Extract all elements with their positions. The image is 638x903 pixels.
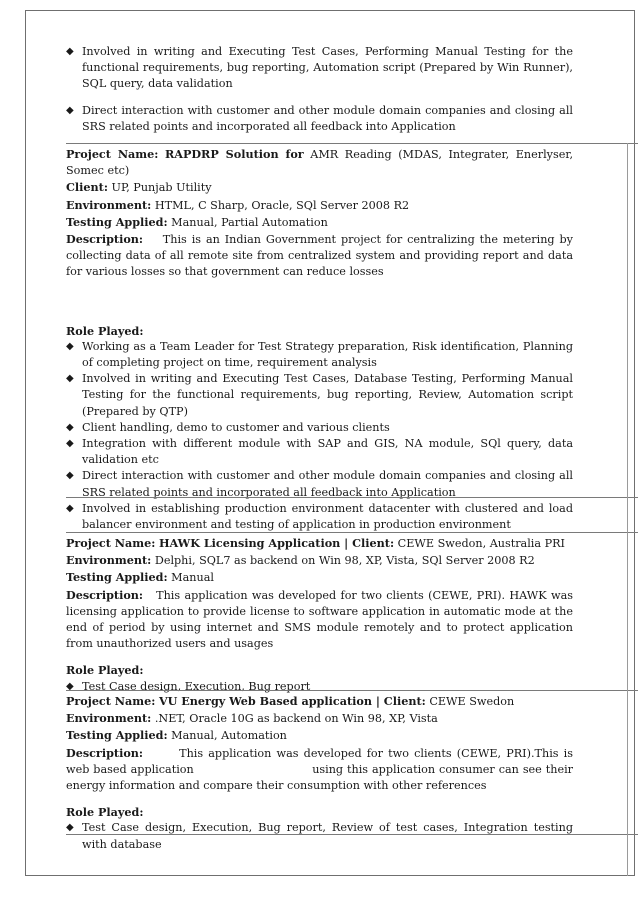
project-hawk bbox=[66, 535, 573, 695]
column-rule bbox=[627, 532, 628, 690]
continued-bullet-list bbox=[66, 44, 573, 135]
section-divider bbox=[66, 690, 638, 691]
diamond-bullet-icon: ◆ bbox=[66, 340, 74, 352]
diamond-bullet-icon: ◆ bbox=[66, 822, 74, 834]
section-divider bbox=[66, 497, 638, 498]
role-played-heading: Role Played: bbox=[66, 663, 144, 678]
diamond-bullet-icon: ◆ bbox=[66, 421, 74, 433]
list-item: ◆ Involved in establishing production environment datacenter with clustered and load balancer environment and testing of application in production environment bbox=[66, 501, 573, 532]
testing-line: Testing Applied: Manual, Partial Automation bbox=[66, 214, 328, 229]
column-rule bbox=[627, 497, 628, 533]
client-line: Client: UP, Punjab Utility bbox=[66, 180, 212, 195]
role-played-heading: Role Played: bbox=[66, 805, 144, 820]
environment-line: Environment: HTML, C Sharp, Oracle, SQl Server 2008 R2 bbox=[66, 197, 410, 212]
description-paragraph: Description: This application was developed for two clients (CEWE, PRI).This is web based application using this application consumer can see their energy information and compare their consumption with other references bbox=[66, 745, 577, 793]
project-rapdrp bbox=[66, 146, 573, 533]
list-item: ◆ Integration with different module with SAP and GIS, NA module, SQl query, data validation etc bbox=[66, 437, 573, 467]
list-item: ◆ Direct interaction with customer and other module domain companies and closing all SRS related points and incorporated all feedback into Application bbox=[66, 103, 573, 133]
testing-line: Testing Applied: Manual, Automation bbox=[66, 728, 287, 743]
project-name-line: Project Name: RAPDRP Solution for AMR Reading (MDAS, Integrater, Enerlyser, Somec etc) bbox=[66, 147, 574, 178]
column-rule bbox=[627, 690, 628, 834]
list-item: ◆ Direct interaction with customer and other module domain companies and closing all SRS related points and incorporated all feedback into Application bbox=[66, 469, 573, 499]
project-vu-energy bbox=[66, 693, 577, 853]
diamond-bullet-icon: ◆ bbox=[66, 470, 74, 482]
environment-line: Environment: Delphi, SQL7 as backend on Win 98, XP, Vista, SQl Server 2008 R2 bbox=[66, 553, 535, 568]
role-list bbox=[66, 820, 573, 852]
list-item: ◆ Test Case design, Execution, Bug report, Review of test cases, Integration testing with database bbox=[66, 821, 573, 851]
testing-line: Testing Applied: Manual bbox=[66, 570, 214, 585]
section-divider bbox=[66, 532, 638, 533]
list-item: ◆ Working as a Team Leader for Test Strategy preparation, Risk identification, Planning of completing project on time, requirement analysis bbox=[66, 339, 573, 370]
diamond-bullet-icon: ◆ bbox=[66, 46, 74, 57]
column-rule bbox=[627, 143, 628, 499]
diamond-bullet-icon: ◆ bbox=[66, 680, 74, 692]
project-name-line: Project Name: HAWK Licensing Application | Client: CEWE Swedon, Australia PRI bbox=[66, 536, 565, 550]
list-item: ◆ Involved in writing and Executing Test Cases, Performing Manual Testing for the functional requirements, bug reporting, Automation script (Prepared by Win Runner), SQL query, data validation bbox=[66, 45, 573, 91]
section-divider bbox=[66, 143, 638, 144]
continued-section bbox=[66, 44, 573, 135]
description-paragraph: Description: This application was developed for two clients (CEWE, PRI). HAWK was licensing application to provide license to software application in automatic mode at the end of period by using internet and SMS module remotely and to protect application from unauthorized users and usages bbox=[66, 587, 574, 651]
environment-line: Environment: .NET, Oracle 10G as backend on Win 98, XP, Vista bbox=[66, 711, 438, 726]
role-played-heading: Role Played: bbox=[66, 323, 144, 338]
diamond-bullet-icon: ◆ bbox=[66, 104, 74, 116]
column-rule bbox=[627, 834, 628, 876]
project-name-line: Project Name: VU Energy Web Based application | Client: CEWE Swedon bbox=[66, 694, 515, 708]
list-item: ◆ Client handling, demo to customer and various clients bbox=[66, 420, 573, 436]
role-list bbox=[66, 339, 573, 533]
diamond-bullet-icon: ◆ bbox=[66, 373, 74, 385]
diamond-bullet-icon: ◆ bbox=[66, 438, 74, 450]
list-item: ◆ Test Case design, Execution, Bug report bbox=[66, 679, 573, 695]
diamond-bullet-icon: ◆ bbox=[66, 502, 74, 514]
section-divider bbox=[66, 834, 638, 835]
description-paragraph: Description: This is an Indian Government project for centralizing the metering by collecting data of all remote site from centralized system and providing report and data for various losses so that government can reduce losses bbox=[66, 232, 573, 279]
list-item: ◆ Involved in writing and Executing Test Cases, Database Testing, Performing Manual Testing for the functional requirements, bug reporting, Review, Automation script (Prepared by QTP) bbox=[66, 372, 573, 418]
